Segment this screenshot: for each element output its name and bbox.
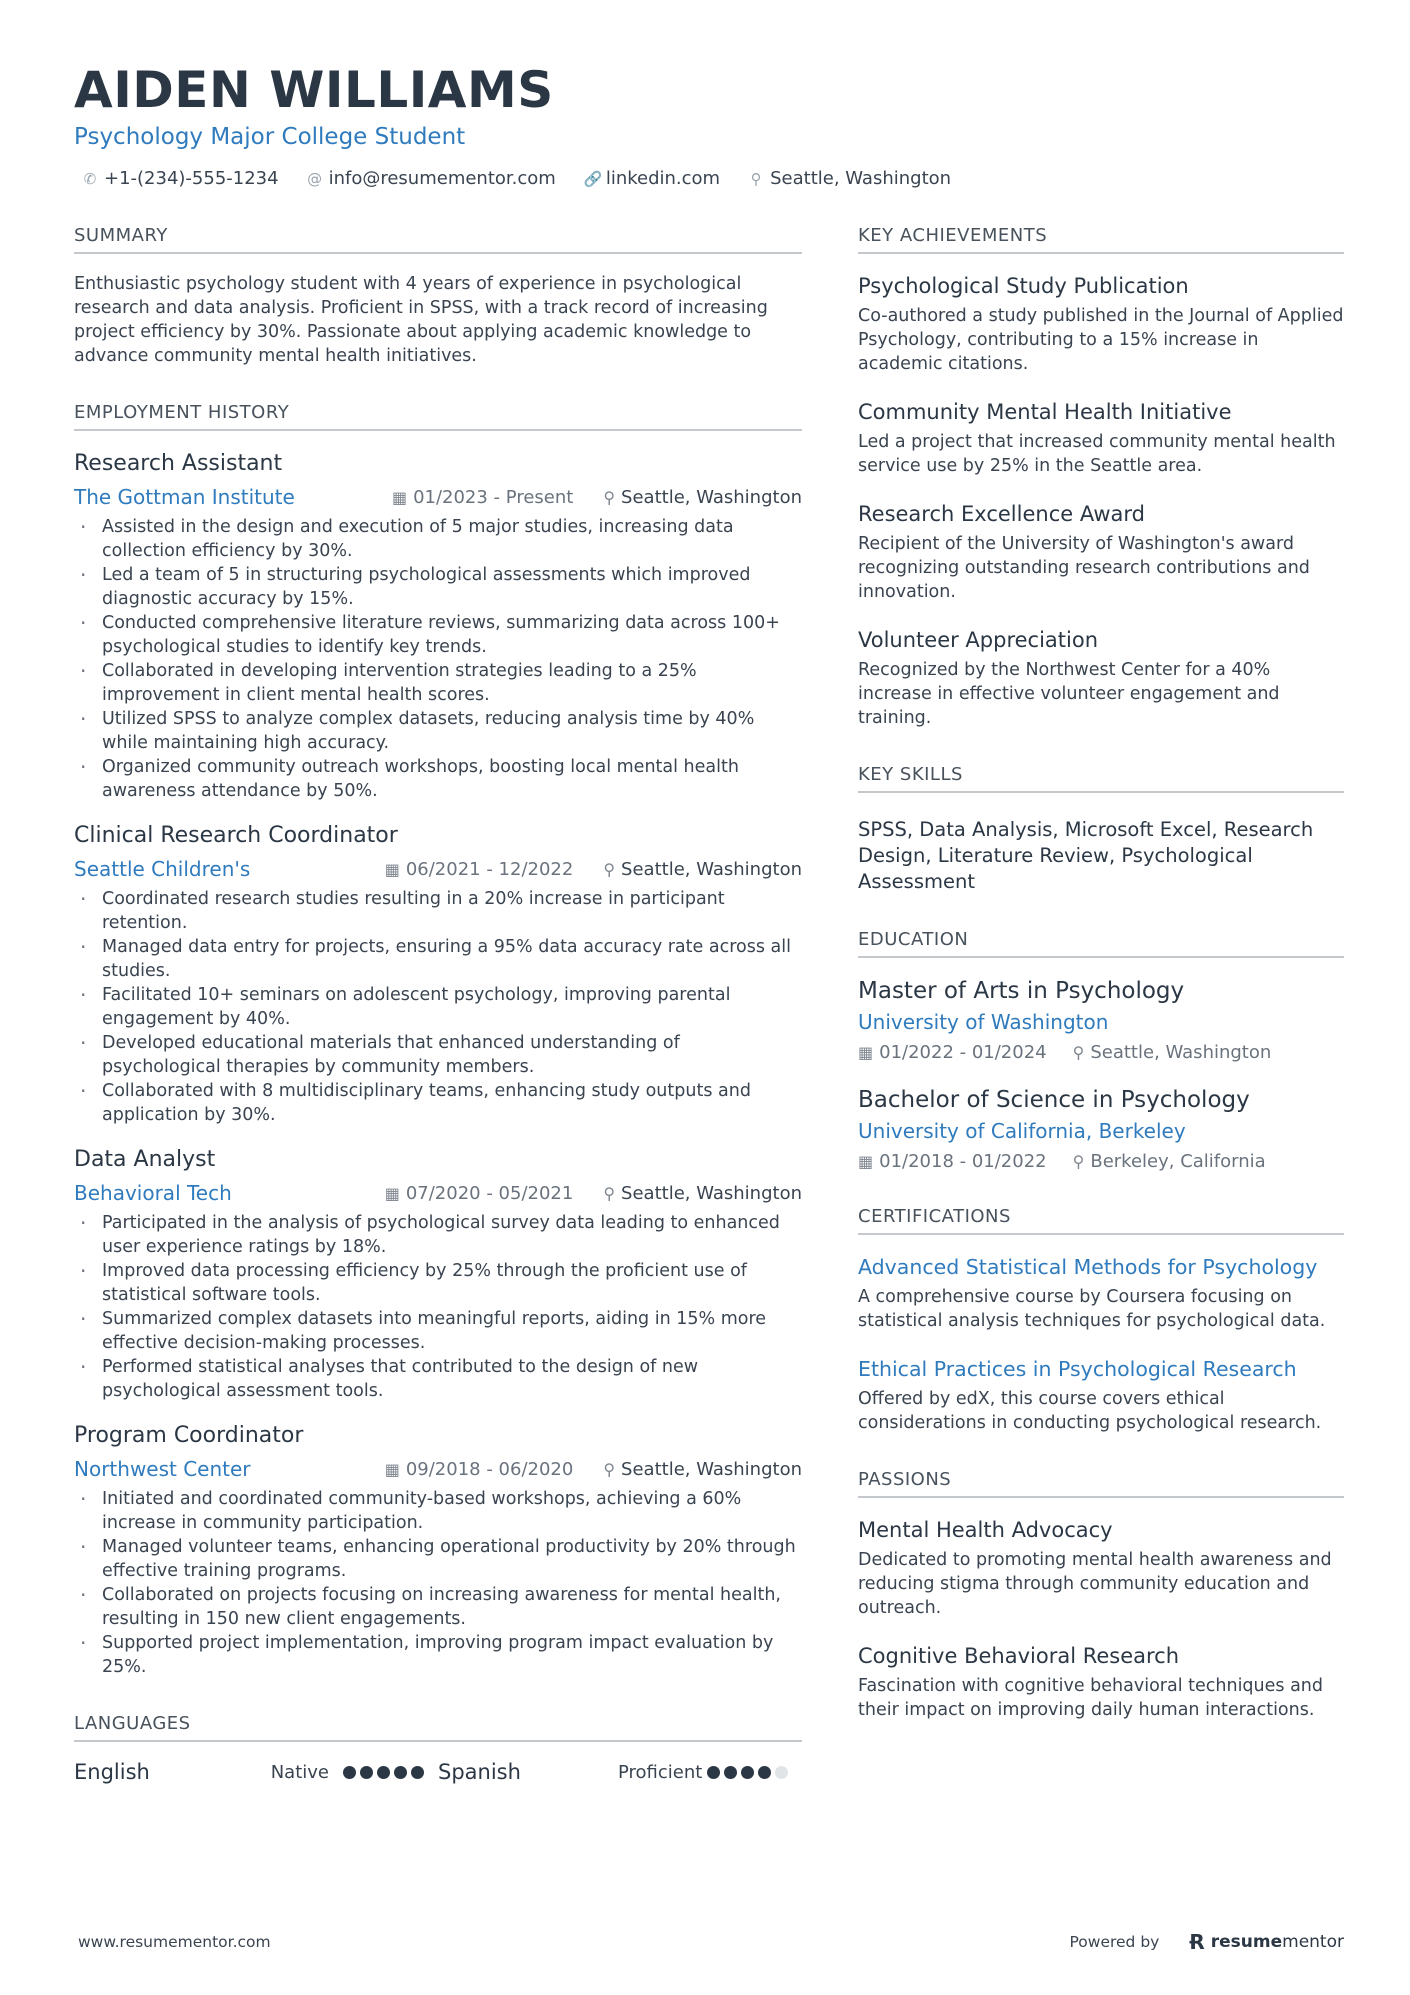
job-entry xyxy=(74,449,802,803)
brand-name-rest: mentor xyxy=(1282,1932,1344,1952)
job-location xyxy=(603,859,802,880)
job-bullet: · Participated in the analysis of psychological survey data leading to enhanced user experience ratings by 18%. xyxy=(74,1211,802,1259)
location-pin-icon: ⚲ xyxy=(603,1183,616,1203)
certification-item xyxy=(858,1355,1344,1435)
calendar-icon: ▦ xyxy=(858,1043,874,1062)
job-bullet: · Utilized SPSS to analyze complex datasets, reducing analysis time by 40% while maintaining high accuracy. xyxy=(74,707,802,755)
passion-title: Mental Health Advocacy xyxy=(858,1518,1113,1542)
location-pin-icon: ⚲ xyxy=(603,1459,616,1479)
education-item xyxy=(858,1085,1344,1172)
degree-title: Bachelor of Science in Psychology xyxy=(858,1087,1250,1113)
rating-dot xyxy=(741,1766,754,1779)
job-bullet: · Facilitated 10+ seminars on adolescent psychology, improving parental engagement by 40%. xyxy=(74,983,802,1031)
certification-title[interactable]: Advanced Statistical Methods for Psychology xyxy=(858,1255,1318,1279)
job-bullet: · Collaborated in developing intervention strategies leading to a 25% improvement in client mental health scores. xyxy=(74,659,802,707)
certification-text: Offered by edX, this course covers ethical considerations in conducting psychological research. xyxy=(858,1389,1322,1433)
rating-dot xyxy=(394,1766,407,1779)
passion-item xyxy=(858,1516,1344,1620)
job-bullet: · Improved data processing efficiency by 25% through the proficient use of statistical software tools. xyxy=(74,1259,802,1307)
job-date xyxy=(385,1183,574,1204)
job-bullet: · Developed educational materials that enhanced understanding of psychological therapies by community members. xyxy=(74,1031,802,1079)
summary-text: Enthusiastic psychology student with 4 years of experience in psychological research and data analysis. Proficient in SPSS, with a track record of increasing project efficiency by 30%. Passionate about applying academic knowledge to advance community mental health initiatives. xyxy=(74,274,768,366)
brand-logo xyxy=(1189,1930,1344,1954)
achievement-text: Recognized by the Northwest Center for a 40% increase in effective volunteer engagement and training. xyxy=(858,660,1280,728)
education-date xyxy=(858,1042,1047,1063)
passion-item xyxy=(858,1642,1344,1722)
company-name: Northwest Center xyxy=(74,1457,251,1481)
achievement-text: Recipient of the University of Washington's award recognizing outstanding research contributions and innovation. xyxy=(858,534,1310,602)
company-name: Seattle Children's xyxy=(74,857,251,881)
summary-section xyxy=(74,225,802,368)
company-name: Behavioral Tech xyxy=(74,1181,232,1205)
contact-item xyxy=(307,168,556,189)
language-name: English xyxy=(74,1760,150,1784)
job-bullet: · Organized community outreach workshops, boosting local mental health awareness attendance by 50%. xyxy=(74,755,802,803)
job-bullet: · Led a team of 5 in structuring psychological assessments which improved diagnostic accuracy by 15%. xyxy=(74,563,802,611)
job-meta xyxy=(74,483,802,511)
job-date-text: 09/2018 - 06/2020 xyxy=(405,1458,574,1480)
job-bullet: · Performed statistical analyses that contributed to the design of new psychological assessment tools. xyxy=(74,1355,802,1403)
contact-bar xyxy=(82,168,1344,189)
skills-text: SPSS, Data Analysis, Microsoft Excel, Research Design, Literature Review, Psychological Assessment xyxy=(858,818,1314,893)
achievement-title: Community Mental Health Initiative xyxy=(858,400,1232,424)
education-location-text: Seattle, Washington xyxy=(1090,1042,1272,1063)
job-entry xyxy=(74,1421,802,1679)
education-item xyxy=(858,976,1344,1063)
section-title-passions: PASSIONS xyxy=(858,1469,1344,1498)
calendar-icon: ▦ xyxy=(384,859,400,879)
job-date-text: 01/2023 - Present xyxy=(413,486,574,508)
language-item xyxy=(74,1760,438,1784)
job-bullet: · Managed data entry for projects, ensuring a 95% data accuracy rate across all studies. xyxy=(74,935,802,983)
location-icon: ⚲ xyxy=(750,169,762,188)
job-bullet: · Initiated and coordinated community-based workshops, achieving a 60% increase in community participation. xyxy=(74,1487,802,1535)
job-bullets xyxy=(74,887,802,1127)
language-level: Proficient xyxy=(618,1761,703,1783)
education-meta xyxy=(858,1042,1344,1063)
contact-item xyxy=(82,168,279,189)
rating-dot xyxy=(343,1766,356,1779)
education-location-text: Berkeley, California xyxy=(1090,1151,1266,1172)
certification-text: A comprehensive course by Coursera focusing on statistical analysis techniques for psychological data. xyxy=(858,1287,1326,1331)
job-date xyxy=(385,859,574,880)
left-column xyxy=(74,225,802,1818)
job-bullet: · Supported project implementation, improving program impact evaluation by 25%. xyxy=(74,1631,802,1679)
powered-by xyxy=(1070,1930,1345,1954)
job-meta-right xyxy=(392,487,802,508)
contact-text[interactable]: Seattle, Washington xyxy=(770,168,952,189)
section-title-education: EDUCATION xyxy=(858,929,1344,958)
achievement-item xyxy=(858,398,1344,478)
achievement-text: Led a project that increased community mental health service use by 25% in the Seattle area. xyxy=(858,432,1336,476)
location-pin-icon: ⚲ xyxy=(603,859,616,879)
contact-text[interactable]: linkedin.com xyxy=(605,168,721,189)
job-location xyxy=(603,1183,802,1204)
page-footer xyxy=(78,1930,1344,1954)
languages-section xyxy=(74,1713,802,1784)
job-location-text: Seattle, Washington xyxy=(621,486,802,508)
rating-dot xyxy=(758,1766,771,1779)
education-date xyxy=(858,1151,1047,1172)
language-item xyxy=(438,1760,802,1784)
language-rating xyxy=(343,1766,424,1779)
rating-dot xyxy=(775,1766,788,1779)
education-section xyxy=(858,929,1344,1172)
job-date xyxy=(392,487,573,508)
job-bullet: · Collaborated with 8 multidisciplinary teams, enhancing study outputs and application by 30%. xyxy=(74,1079,802,1127)
job-meta-right xyxy=(385,859,802,880)
passion-title: Cognitive Behavioral Research xyxy=(858,1644,1180,1668)
job-location xyxy=(603,1459,802,1480)
location-pin-icon: ⚲ xyxy=(1072,1152,1085,1171)
job-meta xyxy=(74,855,802,883)
rating-dot xyxy=(411,1766,424,1779)
job-meta xyxy=(74,1179,802,1207)
job-location-text: Seattle, Washington xyxy=(621,858,802,880)
job-bullet: · Summarized complex datasets into meaningful reports, aiding in 15% more effective decision-making processes. xyxy=(74,1307,802,1355)
job-title: Research Assistant xyxy=(74,451,283,476)
education-meta xyxy=(858,1151,1344,1172)
location-pin-icon: ⚲ xyxy=(603,487,616,507)
rating-dot xyxy=(360,1766,373,1779)
link-icon: 🔗 xyxy=(583,169,603,188)
calendar-icon: ▦ xyxy=(384,1459,400,1479)
achievement-title: Psychological Study Publication xyxy=(858,274,1189,298)
achievement-item xyxy=(858,500,1344,604)
job-date-text: 06/2021 - 12/2022 xyxy=(405,858,574,880)
passion-text: Fascination with cognitive behavioral techniques and their impact on improving daily human interactions. xyxy=(858,1676,1323,1720)
job-bullets xyxy=(74,515,802,803)
calendar-icon: ▦ xyxy=(384,1183,400,1203)
achievement-title: Volunteer Appreciation xyxy=(858,628,1099,652)
resume-page xyxy=(74,60,1344,1818)
achievement-item xyxy=(858,626,1344,730)
calendar-icon: ▦ xyxy=(858,1152,874,1171)
candidate-subtitle: Psychology Major College Student xyxy=(74,124,466,150)
education-location xyxy=(1073,1151,1266,1172)
job-entry xyxy=(74,1145,802,1403)
calendar-icon: ▦ xyxy=(391,487,408,507)
location-pin-icon: ⚲ xyxy=(1072,1043,1085,1062)
job-bullet: · Conducted comprehensive literature reviews, summarizing data across 100+ psychological studies to identify key trends. xyxy=(74,611,802,659)
job-bullet: · Collaborated on projects focusing on increasing awareness for mental health, resulting in 150 new client engagements. xyxy=(74,1583,802,1631)
school-name: University of Washington xyxy=(858,1010,1109,1034)
section-title-skills: KEY SKILLS xyxy=(858,764,1344,793)
education-date-text: 01/2018 - 01/2022 xyxy=(879,1151,1047,1172)
certification-item xyxy=(858,1253,1344,1333)
job-location xyxy=(603,487,802,508)
section-title-employment: EMPLOYMENT HISTORY xyxy=(74,402,802,431)
section-title-achievements: KEY ACHIEVEMENTS xyxy=(858,225,1344,254)
brand-mark-icon: Ɍ xyxy=(1189,1930,1205,1954)
achievement-text: Co-authored a study published in the Journal of Applied Psychology, contributing to a 15% increase in academic citations. xyxy=(858,306,1344,374)
job-meta xyxy=(74,1455,802,1483)
brand-name-bold: resume xyxy=(1210,1932,1283,1952)
rating-dot xyxy=(377,1766,390,1779)
job-meta-right xyxy=(385,1459,802,1480)
passion-text: Dedicated to promoting mental health awareness and reducing stigma through community education and outreach. xyxy=(858,1550,1332,1618)
achievements-section xyxy=(858,225,1344,730)
achievement-title: Research Excellence Award xyxy=(858,502,1145,526)
achievement-item xyxy=(858,272,1344,376)
contact-item xyxy=(584,168,720,189)
job-entry xyxy=(74,821,802,1127)
job-location-text: Seattle, Washington xyxy=(621,1458,802,1480)
powered-by-label: Powered by xyxy=(1069,1933,1160,1951)
job-title: Clinical Research Coordinator xyxy=(74,823,398,848)
footer-website-link[interactable]: www.resumementor.com xyxy=(78,1933,271,1951)
job-date-text: 07/2020 - 05/2021 xyxy=(405,1182,574,1204)
passions-section xyxy=(858,1469,1344,1722)
language-level: Native xyxy=(270,1761,329,1783)
section-title-certifications: CERTIFICATIONS xyxy=(858,1206,1344,1235)
contact-text[interactable]: info@resumementor.com xyxy=(328,168,556,189)
certification-title[interactable]: Ethical Practices in Psychological Research xyxy=(858,1357,1297,1381)
education-location xyxy=(1073,1042,1272,1063)
email-icon: @ xyxy=(307,169,323,188)
certifications-section xyxy=(858,1206,1344,1435)
job-bullet: · Coordinated research studies resulting in a 20% increase in participant retention. xyxy=(74,887,802,935)
school-name: University of California, Berkeley xyxy=(858,1119,1186,1143)
job-bullet: · Managed volunteer teams, enhancing operational productivity by 20% through effective training programs. xyxy=(74,1535,802,1583)
job-bullet: · Assisted in the design and execution of 5 major studies, increasing data collection efficiency by 30%. xyxy=(74,515,802,563)
job-title: Data Analyst xyxy=(74,1147,216,1172)
education-date-text: 01/2022 - 01/2024 xyxy=(879,1042,1047,1063)
phone-icon: ✆ xyxy=(83,169,97,188)
contact-item xyxy=(748,168,951,189)
job-title: Program Coordinator xyxy=(74,1423,304,1448)
job-bullets xyxy=(74,1487,802,1679)
job-date xyxy=(385,1459,574,1480)
language-name: Spanish xyxy=(438,1760,521,1784)
contact-text[interactable]: +1-(234)-555-1234 xyxy=(104,168,279,189)
candidate-name: AIDEN WILLIAMS xyxy=(74,61,554,119)
section-title-summary: SUMMARY xyxy=(74,225,802,254)
right-column xyxy=(858,225,1344,1818)
language-rating xyxy=(707,1766,788,1779)
rating-dot xyxy=(724,1766,737,1779)
skills-section xyxy=(858,764,1344,895)
job-meta-right xyxy=(385,1183,802,1204)
employment-section xyxy=(74,402,802,1679)
section-title-languages: LANGUAGES xyxy=(74,1713,802,1742)
job-bullets xyxy=(74,1211,802,1403)
degree-title: Master of Arts in Psychology xyxy=(858,978,1185,1004)
job-location-text: Seattle, Washington xyxy=(621,1182,802,1204)
company-name: The Gottman Institute xyxy=(74,485,295,509)
rating-dot xyxy=(707,1766,720,1779)
